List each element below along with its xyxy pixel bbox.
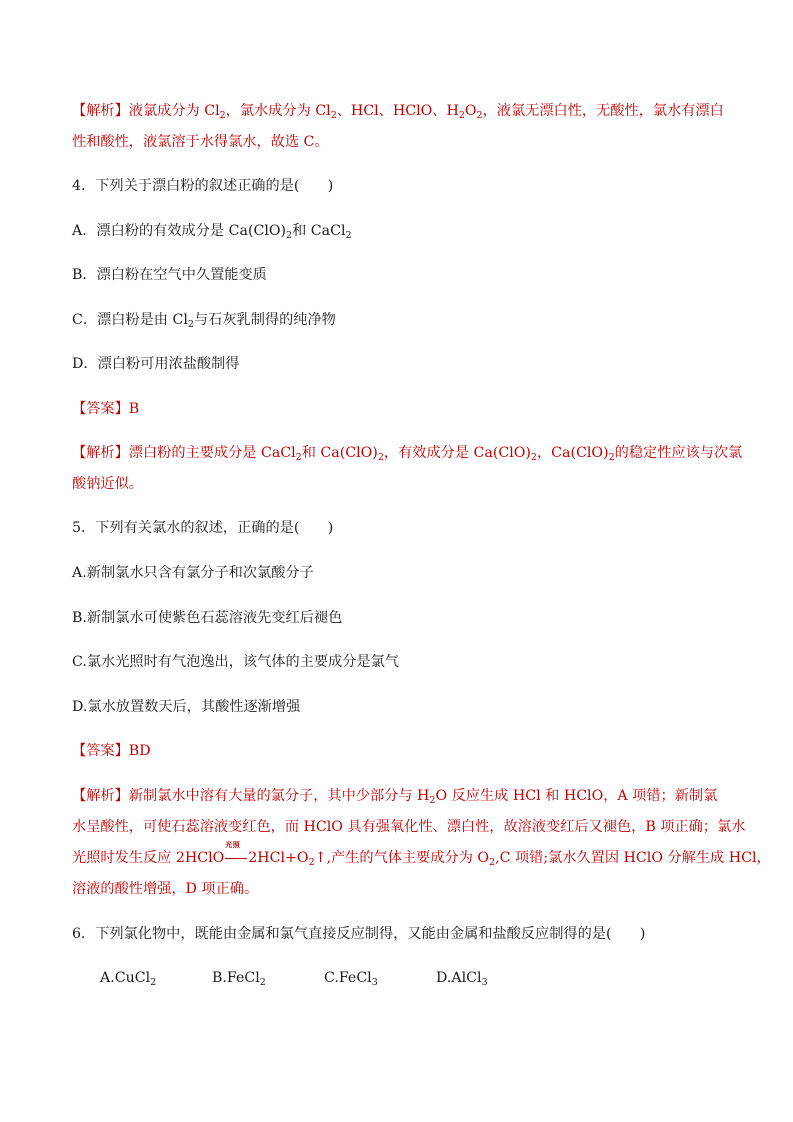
question-5-analysis-line-3: 光照时发生反应 2HClO 光照 $2HCl+O_2↑$,产生的气体主要成分为 $O_2,C$ 项错;氯水久置因 HClO 分解生成 HCl， [72, 840, 771, 868]
question-5-option-d: D.氯水放置数天后，其酸性逐渐增强 [72, 699, 301, 715]
question-4-option-b: B．漂白粉在空气中久置能变质 [72, 267, 267, 283]
question-4-option-c: C．漂白粉是由 $Cl_2$与石灰乳制得的纯净物 [72, 312, 336, 330]
question-4-answer: 【答案】B [72, 401, 140, 417]
question-6-option-a: A.CuCl$_2$ [100, 970, 157, 988]
analysis-paragraph-line-2: 性和酸性，液氯溶于水得氯水，故选 C。 [72, 134, 329, 150]
question-4-option-a: A．漂白粉的有效成分是 $Ca(ClO)_2$和 CaCl$_2$ [72, 223, 352, 241]
question-4-option-d: D．漂白粉可用浓盐酸制得 [72, 356, 240, 372]
question-5-stem: 5．下列有关氯水的叙述，正确的是( ) [72, 520, 334, 536]
question-5-analysis-line-2: 水呈酸性，可使石蕊溶液变红色，而 HClO 具有强氧化性、漂白性，故溶液变红后又褪色，B 项正确；氯水 [72, 819, 746, 835]
question-5-option-b: B.新制氯水可使紫色石蕊溶液先变红后褪色 [72, 610, 343, 626]
analysis-tag: 【解析】 [72, 103, 129, 119]
question-6-stem: 6．下列氯化物中，既能由金属和氯气直接反应制得，又能由金属和盐酸反应制得的是( ) [72, 926, 646, 942]
question-6-option-b: B.FeCl$_2$ [212, 970, 266, 988]
question-4-analysis-line-2: 酸钠近似。 [72, 476, 143, 492]
reaction-condition-arrow: 光照 [224, 848, 248, 868]
question-5-answer: 【答案】BD [72, 743, 151, 759]
question-6-option-d: D.AlCl$_3$ [436, 970, 488, 988]
analysis-paragraph-line-1: 【解析】液氯成分为 $Cl_2$，氯水成分为 $Cl_2$、HCl、HClO、$H_2O_2$，液氯无漂白性，无酸性，氯水有漂白 [72, 103, 724, 121]
question-5-option-a: A.新制氯水只含有氯分子和次氯酸分子 [72, 565, 314, 581]
question-4-stem: 4．下列关于漂白粉的叙述正确的是( ) [72, 178, 334, 194]
question-5-option-c: C.氯水光照时有气泡逸出，该气体的主要成分是氯气 [72, 654, 399, 670]
question-5-analysis-line-4: 溶液的酸性增强，D 项正确。 [72, 881, 259, 897]
question-5-analysis-line-1: 【解析】新制氯水中溶有大量的氯分子，其中少部分与 $H_2O$ 反应生成 HCl 和 HClO，A 项错；新制氯 [72, 788, 718, 806]
question-4-analysis-line-1: 【解析】漂白粉的主要成分是 CaCl$_2$和 $Ca(ClO)_2$，有效成分是 $Ca(ClO)_2$，$Ca(ClO)_2$的稳定性应该与次氯 [72, 445, 743, 463]
question-6-option-c: C.FeCl$_3$ [324, 970, 378, 988]
